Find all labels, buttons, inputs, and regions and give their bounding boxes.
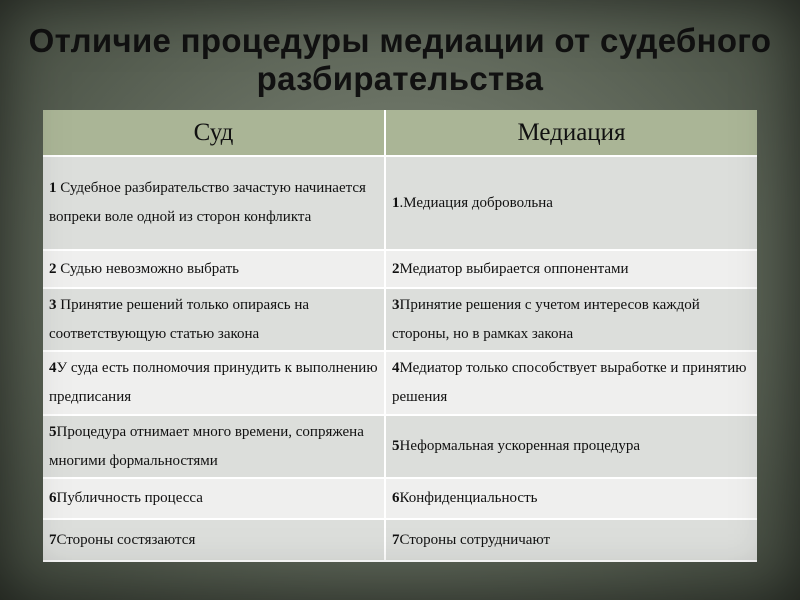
table-row [43,288,757,351]
mediation-cell [385,156,757,250]
row-number: 6 [392,490,400,506]
mediation-text: Стороны сотрудничают [399,531,551,548]
table-row [43,478,757,519]
court-text: Процедура отнимает много времени, сопряжена многими формальностями [49,423,364,469]
row-number: 3 [49,296,57,313]
mediation-cell [385,478,757,519]
table-row [43,415,757,478]
row-number: 7 [392,531,400,548]
mediation-text: .Медиация добровольна [399,194,553,211]
row-number: 2 [392,260,400,277]
court-text: У суда есть полномочия принудить к выполнению предписания [49,360,378,405]
mediation-text: Медиатор только способствует выработке и принятию решения [392,360,747,405]
court-cell [43,288,385,351]
table-row [43,156,757,250]
row-number: 1 [392,194,400,211]
mediation-text: Принятие решения с учетом интересов каждой стороны, но в рамках закона [392,296,700,342]
court-cell [43,478,385,519]
table-header-row [43,110,757,156]
title-line-2: разбирательства [256,60,544,97]
header-mediation: Медиация [385,110,757,156]
header-court: Суд [43,110,385,156]
mediation-cell [385,250,757,288]
row-number: 2 [49,260,57,277]
court-text: Судебное разбирательство зачастую начинается вопреки воле одной из сторон конфликта [49,180,366,225]
court-text: Публичность процесса [56,490,203,506]
court-text: Принятие решений только опираясь на соответствующую статью закона [49,296,310,342]
mediation-cell [385,415,757,478]
mediation-cell [385,519,757,561]
row-number: 3 [392,296,400,313]
mediation-cell [385,351,757,415]
court-text: Стороны состязаются [56,531,196,548]
court-text: Судью невозможно выбрать [56,260,239,277]
comparison-table [43,110,757,562]
mediation-text: Неформальная ускоренная процедура [399,438,641,454]
court-cell [43,156,385,250]
row-number: 4 [392,360,400,376]
row-number: 7 [49,531,57,548]
mediation-text: Конфиденциальность [399,490,538,506]
row-number: 1 [49,180,57,196]
court-cell [43,415,385,478]
row-number: 6 [49,490,57,506]
mediation-text: Медиатор выбирается оппонентами [399,260,629,277]
page-title [0,22,800,98]
court-cell [43,351,385,415]
row-number: 5 [392,438,400,454]
court-cell [43,250,385,288]
table-row [43,250,757,288]
court-cell [43,519,385,561]
table-row [43,519,757,561]
table-row [43,351,757,415]
title-line-1: Отличие процедуры медиации от судебного [28,22,772,59]
row-number: 4 [49,360,57,376]
mediation-cell [385,288,757,351]
row-number: 5 [49,423,57,440]
